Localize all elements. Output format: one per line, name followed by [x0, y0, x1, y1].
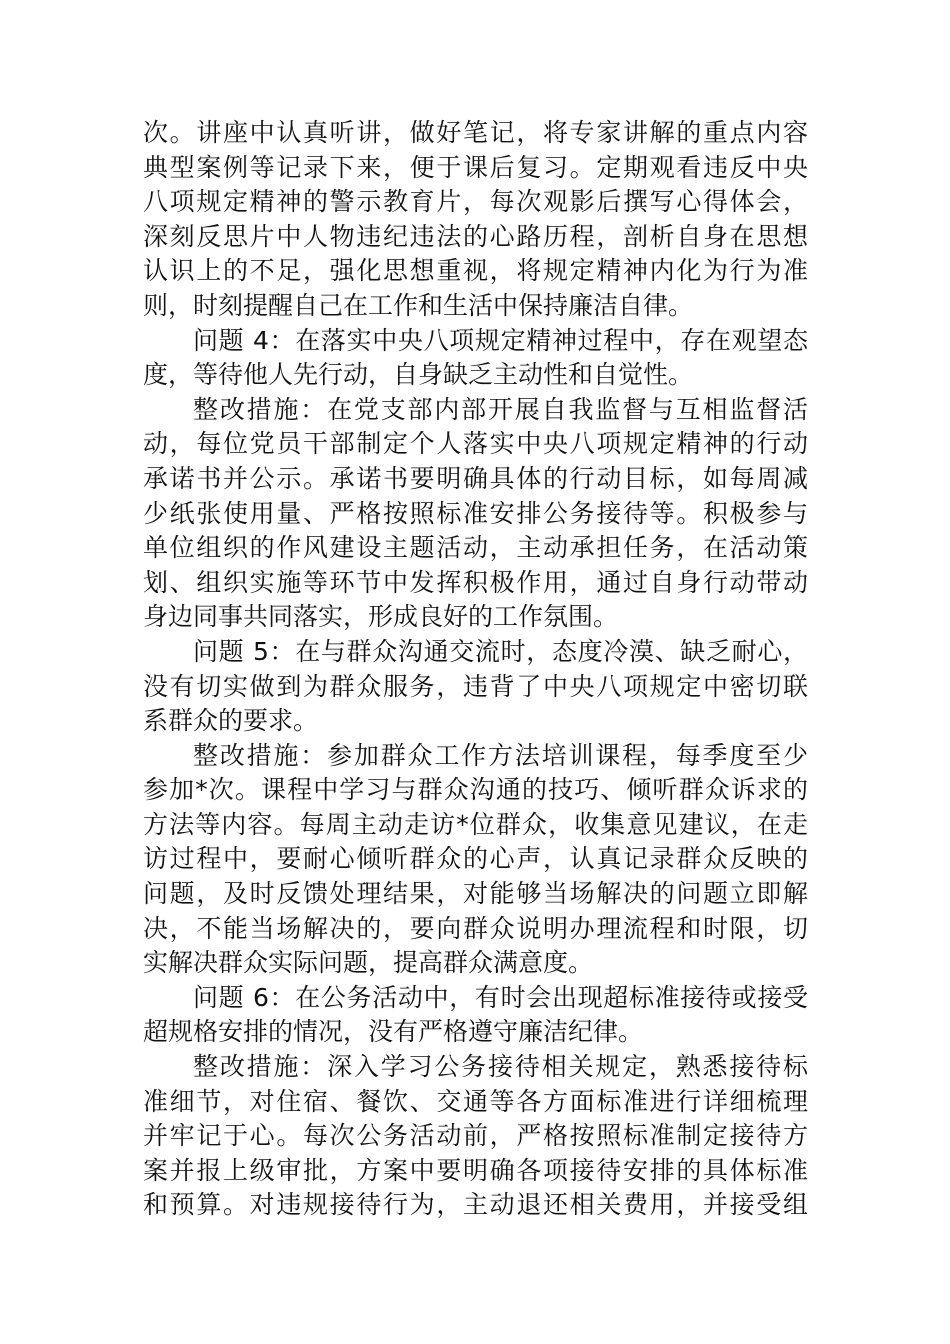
problem-5-paragraph [143, 635, 808, 739]
text-line: 超规格安排的情况，没有严格遵守廉洁纪律。 [143, 1017, 644, 1047]
text-line: 并牢记于心。每次公务活动前，严格按照标准制定接待方 [143, 1121, 808, 1151]
text-line: 访过程中，要耐心倾听群众的心声，认真记录群众反映的 [143, 844, 808, 874]
text-line: 系群众的要求。 [143, 706, 319, 736]
text-line: 少纸张使用量、严格按照标准安排公务接待等。积极参与 [143, 498, 808, 528]
text-line: 问题 6：在公务活动中，有时会出现超标准接待或接受 [193, 982, 808, 1012]
text-line: 和预算。对违规接待行为，主动退还相关费用，并接受组 [143, 1190, 808, 1220]
rectification-measures-paragraph [143, 1050, 808, 1223]
text-line: 案并报上级审批，方案中要明确各项接待安排的具体标准 [143, 1155, 808, 1185]
text-line: 问题，及时反馈处理结果，对能够当场解决的问题立即解 [143, 879, 808, 909]
text-line: 问题 4：在落实中央八项规定精神过程中，存在观望态 [193, 325, 808, 355]
text-line: 决，不能当场解决的，要向群众说明办理流程和时限，切 [143, 913, 808, 943]
text-line: 实解决群众实际问题，提高群众满意度。 [143, 948, 594, 978]
text-line: 典型案例等记录下来，便于课后复习。定期观看违反中央 [143, 152, 808, 182]
text-line: 次。讲座中认真听讲，做好笔记，将专家讲解的重点内容 [143, 118, 808, 147]
text-line: 问题 5：在与群众沟通交流时，态度冷漠、缺乏耐心， [193, 636, 808, 666]
text-line: 整改措施：在党支部内部开展自我监督与互相监督活 [193, 394, 808, 424]
text-line: 整改措施：参加群众工作方法培训课程，每季度至少 [193, 740, 808, 770]
text-line: 单位组织的作风建设主题活动，主动承担任务，在活动策 [143, 533, 808, 563]
text-line: 方法等内容。每周主动走访*位群众，收集意见建议，在走 [143, 809, 808, 839]
text-line: 划、组织实施等环节中发挥积极作用，通过自身行动带动 [143, 567, 808, 597]
text-line: 承诺书并公示。承诺书要明确具体的行动目标，如每周减 [143, 463, 808, 493]
text-line: 动，每位党员干部制定个人落实中央八项规定精神的行动 [143, 429, 808, 459]
problem-6-paragraph [143, 981, 808, 1050]
text-line: 没有切实做到为群众服务，违背了中央八项规定中密切联 [143, 671, 808, 701]
text-line: 则，时刻提醒自己在工作和生活中保持廉洁自律。 [143, 290, 694, 320]
text-line: 八项规定精神的警示教育片，每次观影后撰写心得体会， [143, 187, 808, 217]
text-line: 认识上的不足，强化思想重视，将规定精神内化为行为准 [143, 256, 808, 286]
rectification-measures-paragraph [143, 393, 808, 635]
text-line: 度，等待他人先行动，自身缺乏主动性和自觉性。 [143, 360, 694, 390]
text-line: 深刻反思片中人物违纪违法的心路历程，剖析自身在思想 [143, 221, 808, 251]
problem-4-paragraph [143, 324, 808, 393]
paragraph-continuation [143, 116, 808, 324]
text-line: 整改措施：深入学习公务接待相关规定，熟悉接待标 [193, 1052, 808, 1082]
text-line: 身边同事共同落实，形成良好的工作氛围。 [143, 602, 619, 632]
document-body [143, 116, 808, 1223]
text-line: 参加*次。课程中学习与群众沟通的技巧、倾听群众诉求的 [143, 775, 808, 805]
text-line: 准细节，对住宿、餐饮、交通等各方面标准进行详细梳理 [143, 1086, 808, 1116]
rectification-measures-paragraph [143, 739, 808, 981]
